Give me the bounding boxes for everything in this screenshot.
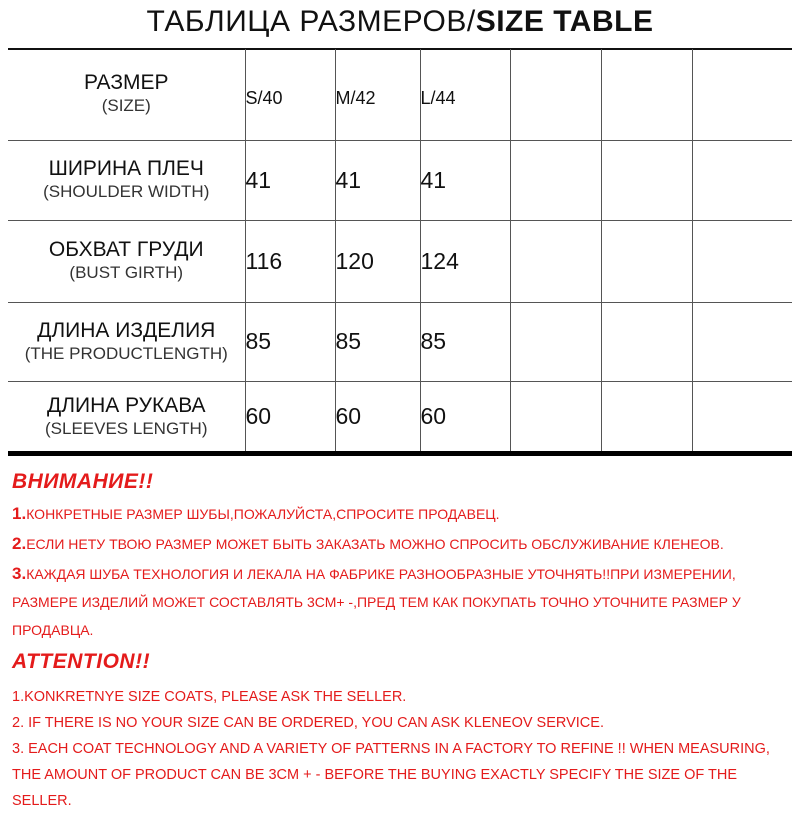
table-row (8, 302, 792, 381)
row-label-ru: ОБХВАТ ГРУДИ (48, 238, 204, 261)
value-cell: 41 (335, 140, 420, 220)
row-label-en: (SLEEVES LENGTH) (45, 418, 208, 438)
row-label-en: (BUST GIRTH) (69, 263, 184, 282)
value-cell: 85 (420, 302, 510, 381)
table-row (8, 381, 792, 452)
value-cell (601, 220, 692, 302)
row-label-ru: ДЛИНА ИЗДЕЛИЯ (37, 318, 216, 342)
notice-ru (12, 470, 792, 644)
row-label-en: (THE PRODUCTLENGTH) (24, 343, 228, 363)
value-cell: 60 (335, 381, 420, 452)
notice-ru-item: 1.КОНКРЕТНЫЕ РАЗМЕР ШУБЫ,ПОЖАЛУЙСТА,СПРОСИТЕ ПРОДАВЕЦ. (12, 504, 500, 523)
value-cell: 41 (420, 140, 510, 220)
title-ru: ТАБЛИЦА РАЗМЕРОВ (146, 5, 467, 38)
value-cell (601, 140, 692, 220)
value-cell (510, 140, 601, 220)
notice-ru-heading: ВНИМАНИЕ!! (12, 470, 154, 493)
value-cell: 85 (335, 302, 420, 381)
notice-ru-item: 2.ЕСЛИ НЕТУ ТВОЮ РАЗМЕР МОЖЕТ БЫТЬ ЗАКАЗАТЬ МОЖНО СПРОСИТЬ ОБСЛУЖИВАНИЕ КЛЕНЕОВ. (12, 534, 724, 553)
value-cell (601, 302, 692, 381)
row-label-ru: ДЛИНА РУКАВА (46, 393, 206, 417)
notice-ru-item: 3.КАЖДАЯ ШУБА ТЕХНОЛОГИЯ И ЛЕКАЛА НА ФАБРИКЕ РАЗНООБРАЗНЫЕ УТОЧНЯТЬ!!ПРИ ИЗМЕРЕНИИ, РАЗМЕРЕ ИЗДЕЛИЙ МОЖЕТ СОСТАВЛЯТЬ 3СМ+ -,ПРЕД ТЕМ КАК ПОКУПАТЬ ТОЧНО УТОЧНИТЕ РАЗМЕР У ПРОДАВЦА. (12, 564, 741, 638)
size-header-cell (245, 49, 335, 140)
value-cell (510, 381, 601, 452)
size-header-cell (510, 49, 601, 140)
value-cell (510, 302, 601, 381)
value-cell: 41 (245, 140, 335, 220)
table-row (8, 140, 792, 220)
value-cell (692, 140, 792, 220)
header-label-ru: РАЗМЕР (83, 71, 169, 95)
row-label-cell (8, 220, 245, 302)
value-cell (692, 381, 792, 452)
notice-en-item: 1.KONKRETNYE SIZE COATS, PLEASE ASK THE SELLER. (12, 689, 407, 705)
notice-en (12, 650, 792, 814)
row-label-cell (8, 140, 245, 220)
size-table (8, 49, 792, 452)
header-label-cell (8, 49, 245, 140)
value-cell: 116 (245, 220, 335, 302)
table-row (8, 220, 792, 302)
size-header-cell (692, 49, 792, 140)
value-cell: 124 (420, 220, 510, 302)
value-cell (601, 381, 692, 452)
size-header: M/42 (335, 87, 376, 108)
bottom-rule (8, 451, 792, 456)
value-cell (692, 220, 792, 302)
header-label-en: (SIZE) (101, 96, 151, 116)
value-cell (510, 220, 601, 302)
size-header: S/40 (245, 87, 283, 108)
value-cell: 85 (245, 302, 335, 381)
value-cell: 60 (245, 381, 335, 452)
table-header-row (8, 49, 792, 140)
page-title (0, 4, 800, 40)
value-cell: 60 (420, 381, 510, 452)
row-label-cell (8, 381, 245, 452)
size-header-cell (601, 49, 692, 140)
size-header-cell (335, 49, 420, 140)
notice-en-heading: ATTENTION!! (12, 650, 151, 673)
row-label-en: (SHOULDER WIDTH) (43, 182, 210, 201)
size-header-cell (420, 49, 510, 140)
row-label-ru: ШИРИНА ПЛЕЧ (48, 157, 204, 180)
size-header: L/44 (420, 87, 456, 108)
title-separator: / (466, 5, 476, 38)
notice-en-item: 2. IF THERE IS NO YOUR SIZE CAN BE ORDERED, YOU CAN ASK KLENEOV SERVICE. (12, 715, 604, 731)
notice-en-item: 3. EACH COAT TECHNOLOGY AND A VARIETY OF PATTERNS IN A FACTORY TO REFINE !! WHEN MEASURING, THE AMOUNT OF PRODUCT CAN BE 3CM + - BEFORE THE BUYING EXACTLY SPECIFY THE SIZE OF THE SELLER. (12, 741, 770, 809)
row-label-cell (8, 302, 245, 381)
title-en: SIZE TABLE (475, 5, 654, 38)
value-cell (692, 302, 792, 381)
value-cell: 120 (335, 220, 420, 302)
